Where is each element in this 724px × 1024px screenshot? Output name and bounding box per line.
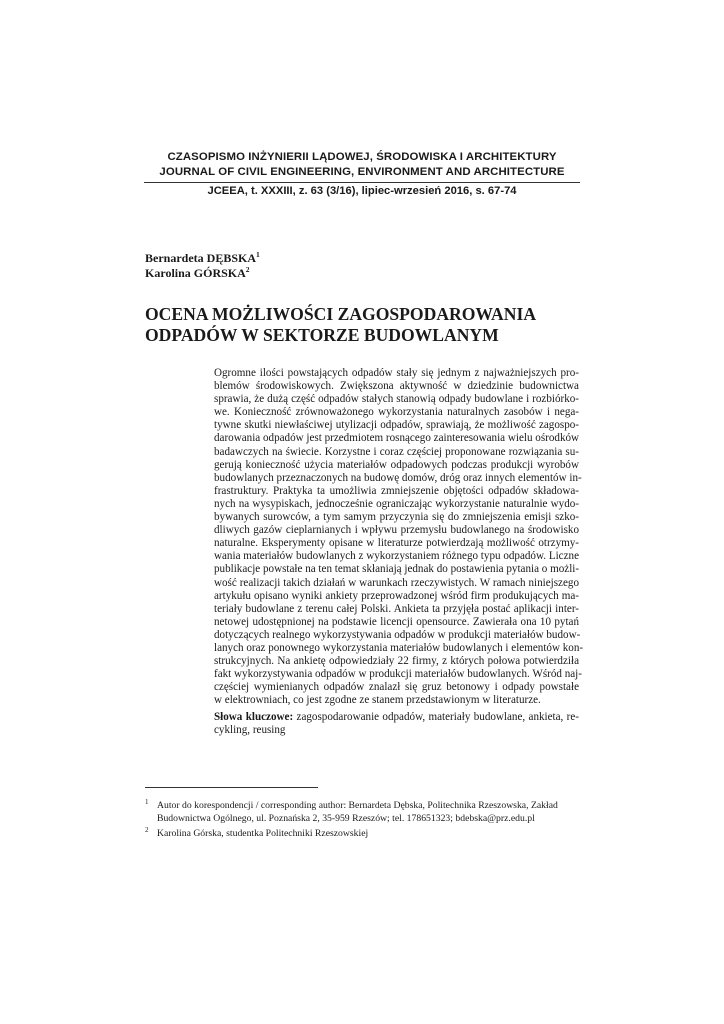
- footnotes: [145, 799, 585, 842]
- abstract-line: naturalne. Eksperymenty opisane w literaturze potwierdzają możliwość otrzymy-: [214, 537, 579, 550]
- abstract-line: badawczych na świecie. Korzystne i coraz częściej proponowane rozwiązania su-: [214, 445, 579, 458]
- abstract-line: darowania odpadów jest przedmiotem rosnącego zainteresowania wielu ośrodków: [214, 432, 580, 445]
- title-line: OCENA MOŻLIWOŚCI ZAGOSPODAROWANIA: [145, 304, 537, 324]
- abstract: [214, 367, 584, 707]
- author-item: [145, 251, 260, 266]
- footnote-text: Karolina Górska, studentka Politechniki Rzeszowskiej: [157, 828, 369, 839]
- author-item: [145, 266, 260, 281]
- author-name: Bernardeta DĘBSKA: [145, 251, 256, 265]
- abstract-line: sprawia, że dużą część odpadów stałych stanowią odpady budowlane i rozbiórko-: [214, 393, 579, 406]
- abstract-line: frastruktury. Praktyka ta umożliwia zmniejszenie objętości odpadów składowa-: [214, 484, 579, 497]
- abstract-line: Ogromne ilości powstających odpadów stały się jednym z najważniejszych pro-: [214, 367, 579, 379]
- keywords-text: zagospodarowanie odpadów, materiały budowlane, ankieta, re-: [296, 711, 579, 723]
- keywords: [214, 711, 579, 737]
- abstract-line: budowlanych przeznaczonych na budowę domów, dróg oraz innych elementów in-: [214, 471, 582, 484]
- article-title: [145, 304, 585, 346]
- abstract-line: publikacje powstałe na ten temat skłaniają jednak do postawienia pytania o możli-: [214, 563, 580, 576]
- abstract-line: nych na wysypiskach, jednocześnie ograniczając wykorzystanie naturalnie wydo-: [214, 497, 579, 510]
- journal-name-english: JOURNAL OF CIVIL ENGINEERING, ENVIRONMENT AND ARCHITECTURE: [159, 166, 565, 178]
- title-line: ODPADÓW W SEKTORZE BUDOWLANYM: [145, 325, 499, 345]
- abstract-line: lanych oraz ponownego wykorzystania materiałów budowlanych i elementów kon-: [214, 641, 584, 654]
- footnote-text: Budownictwa Ogólnego, ul. Poznańska 2, 35-959 Rzeszów; tel. 178651323; bdebska@prz.edu.pl: [157, 813, 535, 824]
- footnote-text: Autor do korespondencji / corresponding author: Bernardeta Dębska, Politechnika Rzeszowska, Zakład: [157, 800, 558, 811]
- abstract-line: bywanych surowców, a tym samym przyczynia się do zmniejszenia emisji szko-: [214, 511, 579, 524]
- abstract-line: wość realizacji takich działań w warunkach rzeczywistych. W ramach niniejszego: [214, 576, 579, 589]
- footnote-number: 2: [145, 826, 149, 834]
- abstract-line: dotyczących realnego wykorzystywania odpadów w produkcji materiałów budow-: [214, 628, 581, 641]
- footnote-number: 1: [145, 798, 149, 806]
- abstract-line: blemów środowiskowych. Zwiększona aktywność w dziedzinie budownictwa: [214, 380, 579, 393]
- author-list: [145, 251, 260, 280]
- abstract-line: netowej udostępnionej na podstawie licencji opensource. Zawierała ona 10 pytań: [214, 615, 579, 628]
- author-name: Karolina GÓRSKA: [145, 265, 246, 280]
- header-rule: [144, 182, 580, 183]
- abstract-line: gerują konieczność użycia materiałów odpadowych podczas produkcji wyrobów: [214, 458, 579, 471]
- footnote-rule: [145, 787, 318, 788]
- footnote: [145, 799, 585, 825]
- keywords-line: cykling, reusing: [214, 724, 286, 737]
- abstract-line: wania materiałów budowlanych z wykorzystaniem różnego typu odpadów. Liczne: [214, 550, 579, 563]
- footnote: [145, 827, 585, 840]
- keywords-line: [214, 711, 579, 724]
- footnote-marker: 1: [256, 250, 260, 259]
- abstract-line: artykułu opisano wyniki ankiety przeprowadzonej wśród firm produkujących ma-: [214, 589, 579, 602]
- abstract-line: teriały budowlane z terenu całej Polski. Ankieta ta przyjęła postać aplikacji inter-: [214, 602, 579, 615]
- journal-header: [144, 150, 580, 180]
- abstract-line: we. Konieczność zrównoważonego wykorzystania naturalnych zasobów i nega-: [214, 406, 579, 419]
- abstract-line: strukcyjnych. Na ankietę odpowiedziały 22 firmy, z których połowa potwierdziła: [214, 655, 579, 668]
- abstract-line: tywne skutki niewłaściwej utylizacji odpadów, sprawiają, że możliwość zagospo-: [214, 419, 579, 432]
- keywords-label: Słowa kluczowe:: [214, 711, 294, 723]
- abstract-line: fakt wykorzystywania odpadów w produkcji materiałów budowlanych. Wśród naj-: [214, 668, 582, 681]
- abstract-line: dliwych gazów cieplarnianych i wpływu przemysłu budowlanego na środowisko: [214, 524, 579, 537]
- abstract-line: w elektrowniach, co jest zgodne ze stanem przedstawionym w literaturze.: [214, 694, 541, 707]
- journal-issue-info: JCEEA, t. XXXIII, z. 63 (3/16), lipiec-wrzesień 2016, s. 67-74: [207, 185, 517, 197]
- footnote-marker: 2: [245, 264, 250, 274]
- abstract-line: częściej wymienianych odpadów znalazł się gruz betonowy i odpady powstałe: [214, 681, 579, 694]
- journal-name-polish: CZASOPISMO INŻYNIERII LĄDOWEJ, ŚRODOWISKA I ARCHITEKTURY: [167, 151, 557, 163]
